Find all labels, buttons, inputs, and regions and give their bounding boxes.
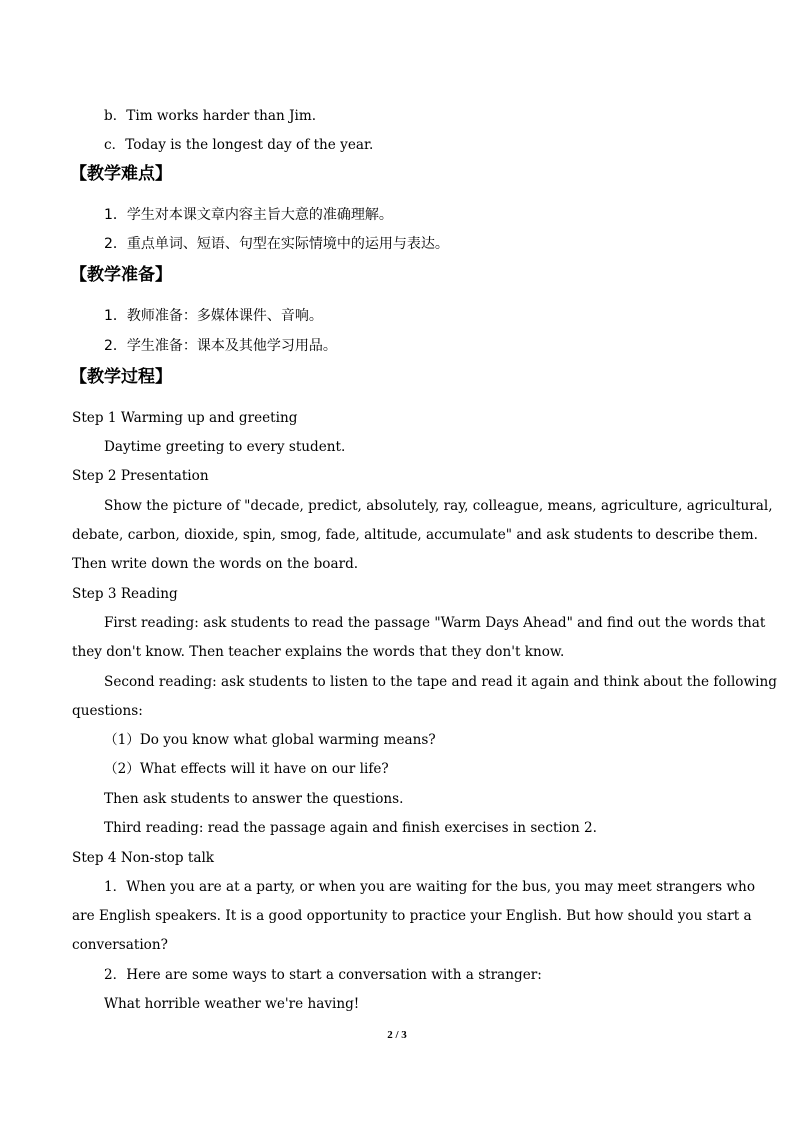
step3-title: Step 3 Reading bbox=[72, 586, 178, 602]
step2-paragraph-line-2: debate, carbon, dioxide, spin, smog, fade, altitude, accumulate" and ask students to describe them. bbox=[72, 527, 758, 543]
example-c: c．Today is the longest day of the year. bbox=[104, 137, 374, 153]
example-b: b．Tim works harder than Jim. bbox=[104, 108, 317, 124]
step3-third-reading: Third reading: read the passage again and finish exercises in section 2. bbox=[104, 820, 597, 836]
step2-title: Step 2 Presentation bbox=[72, 468, 209, 484]
step3-first-reading-line-1: First reading: ask students to read the passage "Warm Days Ahead" and find out the words that bbox=[104, 615, 766, 631]
page-number: 2 / 3 bbox=[387, 1029, 407, 1041]
step4-point-1-line-3: conversation? bbox=[72, 937, 168, 953]
difficulty-item-2: 2．重点单词、短语、句型在实际情境中的运用与表达。 bbox=[104, 236, 449, 252]
step3-answer-instruction: Then ask students to answer the questions. bbox=[104, 791, 404, 807]
step3-question-2: （2）What effects will it have on our life? bbox=[104, 761, 389, 777]
step3-first-reading-line-2: they don't know. Then teacher explains the words that they don't know. bbox=[72, 644, 565, 660]
step1-title: Step 1 Warming up and greeting bbox=[72, 410, 298, 426]
preparation-item-2: 2．学生准备：课本及其他学习用品。 bbox=[104, 338, 337, 354]
heading-teaching-process: 【教学过程】 bbox=[70, 367, 172, 387]
heading-teaching-preparation: 【教学准备】 bbox=[70, 265, 172, 285]
step3-second-reading-line-1: Second reading: ask students to listen to the tape and read it again and think about the following bbox=[104, 674, 777, 690]
difficulty-item-1: 1．学生对本课文章内容主旨大意的准确理解。 bbox=[104, 207, 393, 223]
step4-point-1-line-2: are English speakers. It is a good opportunity to practice your English. But how should you start a bbox=[72, 908, 752, 924]
step3-question-1: （1）Do you know what global warming means? bbox=[104, 732, 436, 748]
step4-point-1-line-1: 1．When you are at a party, or when you are waiting for the bus, you may meet strangers who bbox=[104, 879, 755, 895]
step2-paragraph-line-1: Show the picture of "decade, predict, absolutely, ray, colleague, means, agriculture, agricultural, bbox=[104, 498, 773, 514]
step4-example-sentence: What horrible weather we're having! bbox=[104, 996, 360, 1012]
step3-second-reading-line-2: questions: bbox=[72, 703, 143, 719]
heading-teaching-difficulty: 【教学难点】 bbox=[70, 164, 172, 184]
preparation-item-1: 1．教师准备：多媒体课件、音响。 bbox=[104, 308, 323, 324]
step4-point-2: 2．Here are some ways to start a conversation with a stranger: bbox=[104, 967, 542, 983]
step4-title: Step 4 Non-stop talk bbox=[72, 850, 215, 866]
step1-text: Daytime greeting to every student. bbox=[104, 439, 346, 455]
step2-paragraph-line-3: Then write down the words on the board. bbox=[72, 556, 359, 572]
